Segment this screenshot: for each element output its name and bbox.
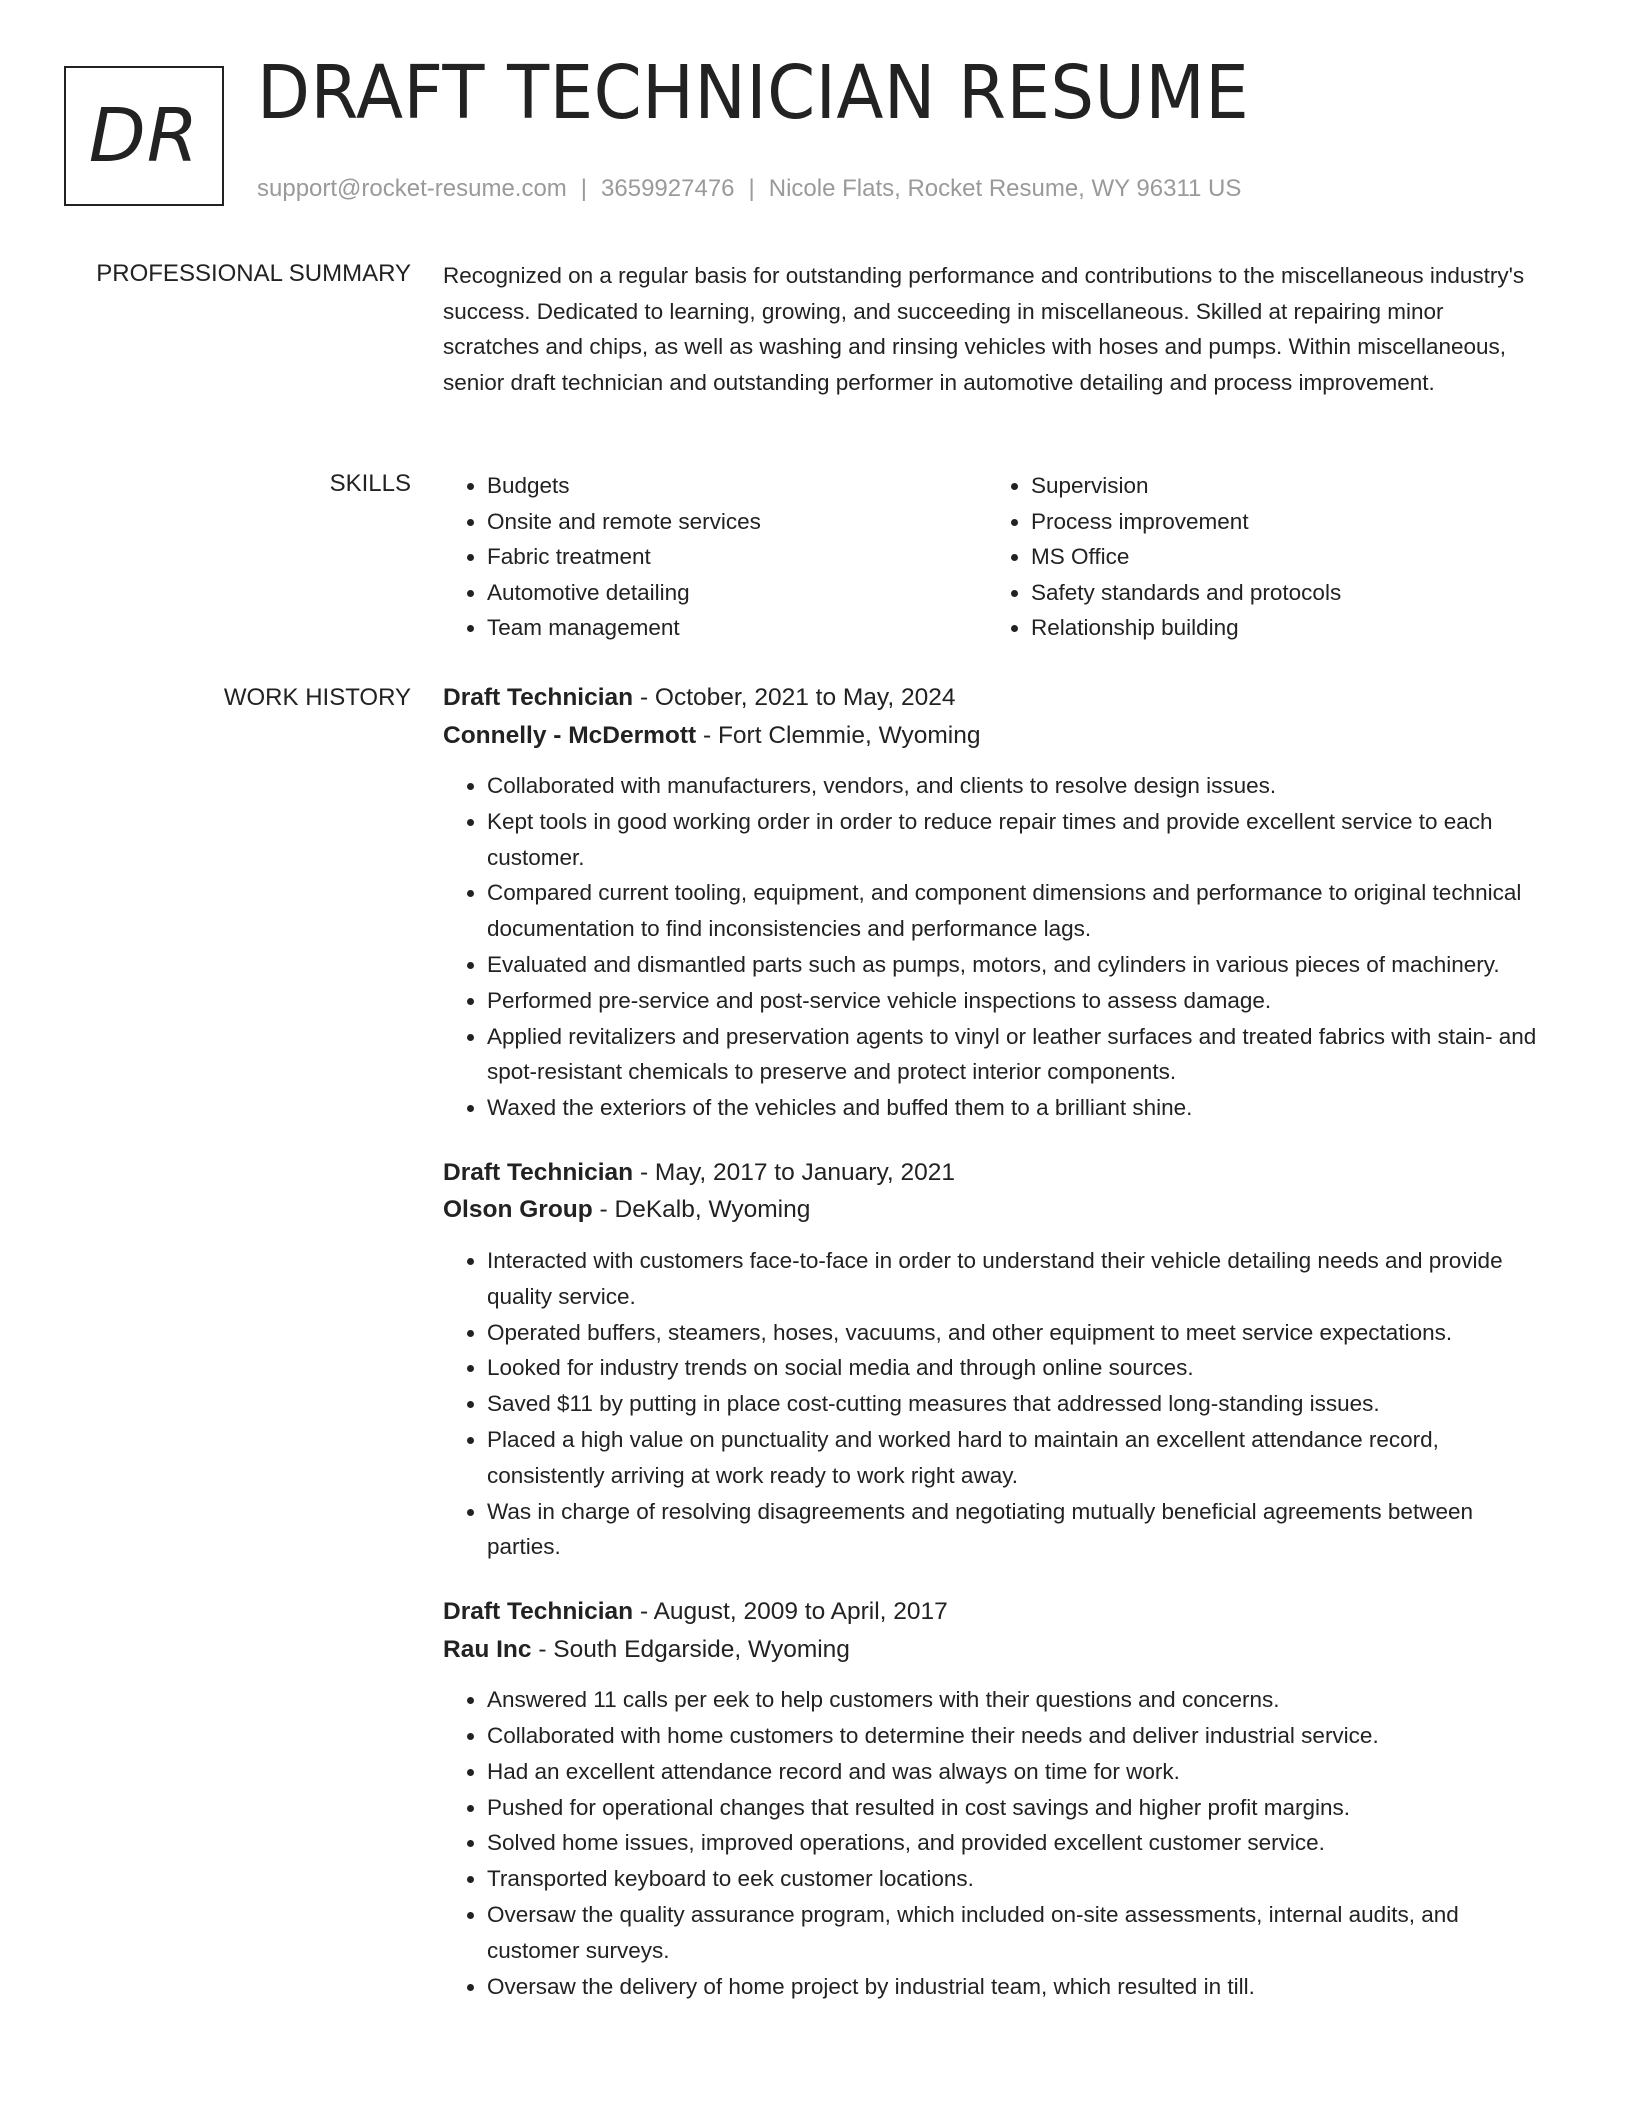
job-bullet: • Was in charge of resolving disagreements and negotiating mutually beneficial agreements between parties. bbox=[487, 1494, 1543, 1566]
job-dates: - October, 2021 to May, 2024 bbox=[639, 684, 956, 711]
job-bullet: • Transported keyboard to eek customer locations. bbox=[487, 1861, 1543, 1897]
job-title-line bbox=[443, 1593, 1543, 1631]
skills-section bbox=[443, 468, 1543, 646]
job-bullets bbox=[443, 1243, 1543, 1565]
skill-item: • Team management bbox=[487, 610, 987, 646]
job-company-line bbox=[443, 717, 1543, 755]
skills-heading: SKILLS bbox=[329, 470, 411, 497]
skills-list-left bbox=[443, 468, 987, 646]
summary-section bbox=[443, 258, 1543, 400]
skill-item: • Budgets bbox=[487, 468, 987, 504]
skill-item: • Fabric treatment bbox=[487, 539, 987, 575]
job-bullets bbox=[443, 1682, 1543, 2004]
job-company-line bbox=[443, 1631, 1543, 1669]
job-bullet: • Had an excellent attendance record and was always on time for work. bbox=[487, 1754, 1543, 1790]
job-bullet: • Solved home issues, improved operations, and provided excellent customer service. bbox=[487, 1825, 1543, 1861]
contact-separator: | bbox=[748, 175, 755, 202]
job-company: Olson Group bbox=[443, 1196, 593, 1224]
job-bullet: • Placed a high value on punctuality and worked hard to maintain an excellent attendance record, consistently arriving at work ready to work right away. bbox=[487, 1422, 1543, 1494]
job-bullet: • Oversaw the delivery of home project by industrial team, which resulted in till. bbox=[487, 1969, 1543, 2005]
job-bullet: • Looked for industry trends on social media and through online sources. bbox=[487, 1350, 1543, 1386]
summary-heading: PROFESSIONAL SUMMARY bbox=[96, 260, 411, 287]
skills-list-right bbox=[987, 468, 1531, 646]
job-bullet: • Waxed the exteriors of the vehicles and buffed them to a brilliant shine. bbox=[487, 1090, 1543, 1126]
job-bullet: • Collaborated with home customers to determine their needs and deliver industrial service. bbox=[487, 1718, 1543, 1754]
skill-item: • Relationship building bbox=[1031, 610, 1531, 646]
contact-line bbox=[257, 175, 1241, 203]
skills-grid bbox=[443, 468, 1543, 646]
skill-item: • Onsite and remote services bbox=[487, 504, 987, 540]
job-title: Draft Technician bbox=[443, 684, 634, 711]
job-bullet: • Performed pre-service and post-service vehicle inspections to assess damage. bbox=[487, 983, 1543, 1019]
job-dates: - August, 2009 to April, 2017 bbox=[639, 1598, 948, 1626]
job-bullet: • Operated buffers, steamers, hoses, vacuums, and other equipment to meet service expectations. bbox=[487, 1315, 1543, 1351]
work-history-section bbox=[443, 679, 1543, 2032]
job-bullet: • Evaluated and dismantled parts such as pumps, motors, and cylinders in various pieces of machinery. bbox=[487, 947, 1543, 983]
job-title: Draft Technician bbox=[443, 1158, 634, 1186]
skill-item: • Safety standards and protocols bbox=[1031, 575, 1531, 611]
contact-address: Nicole Flats, Rocket Resume, WY 96311 US bbox=[768, 175, 1242, 202]
job-entry bbox=[443, 1593, 1543, 2004]
job-bullet: • Saved $11 by putting in place cost-cutting measures that addressed long-standing issues. bbox=[487, 1386, 1543, 1422]
job-location: - DeKalb, Wyoming bbox=[599, 1196, 811, 1224]
job-company-line bbox=[443, 1191, 1543, 1229]
contact-phone[interactable]: 3659927476 bbox=[601, 175, 735, 202]
contact-separator: | bbox=[580, 175, 588, 202]
job-entry bbox=[443, 679, 1543, 1126]
monogram-box bbox=[64, 66, 224, 206]
skill-item: • Automotive detailing bbox=[487, 575, 987, 611]
job-bullet: • Collaborated with manufacturers, vendors, and clients to resolve design issues. bbox=[487, 768, 1543, 804]
job-location: - Fort Clemmie, Wyoming bbox=[703, 721, 981, 749]
job-entry bbox=[443, 1154, 1543, 1565]
job-bullet: • Compared current tooling, equipment, and component dimensions and performance to original technical documentation to find inconsistencies and performance lags. bbox=[487, 875, 1543, 947]
job-bullet: • Applied revitalizers and preservation agents to vinyl or leather surfaces and treated fabrics with stain- and spot-resistant chemicals to preserve and protect interior components. bbox=[487, 1019, 1543, 1091]
summary-text: Recognized on a regular basis for outstanding performance and contributions to the miscellaneous industry's success. Dedicated to learning, growing, and succeeding in miscellaneous. Skilled at repairing minor scratches and chips, as well as washing and rinsing vehicles with hoses and pumps. Within miscellaneous, senior draft technician and outstanding performer in automotive detailing and process improvement. bbox=[443, 263, 1525, 395]
job-company: Rau Inc bbox=[443, 1635, 532, 1663]
job-bullet: • Kept tools in good working order in order to reduce repair times and provide excellent service to each customer. bbox=[487, 804, 1543, 876]
resume-title: DRAFT TECHNICIAN RESUME bbox=[257, 50, 1250, 136]
job-company: Connelly - McDermott bbox=[443, 721, 697, 749]
job-dates: - May, 2017 to January, 2021 bbox=[639, 1158, 956, 1186]
job-bullet: • Pushed for operational changes that resulted in cost savings and higher profit margins. bbox=[487, 1790, 1543, 1826]
contact-email[interactable]: support@rocket-resume.com bbox=[257, 175, 567, 202]
skill-item: • MS Office bbox=[1031, 539, 1531, 575]
job-bullet: • Oversaw the quality assurance program, which included on-site assessments, internal audits, and customer surveys. bbox=[487, 1897, 1543, 1969]
skill-item: • Process improvement bbox=[1031, 504, 1531, 540]
job-title-line bbox=[443, 679, 1543, 717]
job-bullet: • Answered 11 calls per eek to help customers with their questions and concerns. bbox=[487, 1682, 1543, 1718]
work-history-heading: WORK HISTORY bbox=[223, 684, 411, 711]
job-bullet: • Interacted with customers face-to-face in order to understand their vehicle detailing needs and provide quality service. bbox=[487, 1243, 1543, 1315]
job-title: Draft Technician bbox=[443, 1598, 634, 1626]
monogram-initials: DR bbox=[88, 93, 200, 179]
job-title-line bbox=[443, 1154, 1543, 1192]
job-location: - South Edgarside, Wyoming bbox=[538, 1635, 850, 1663]
skill-item: • Supervision bbox=[1031, 468, 1531, 504]
job-bullets bbox=[443, 768, 1543, 1126]
